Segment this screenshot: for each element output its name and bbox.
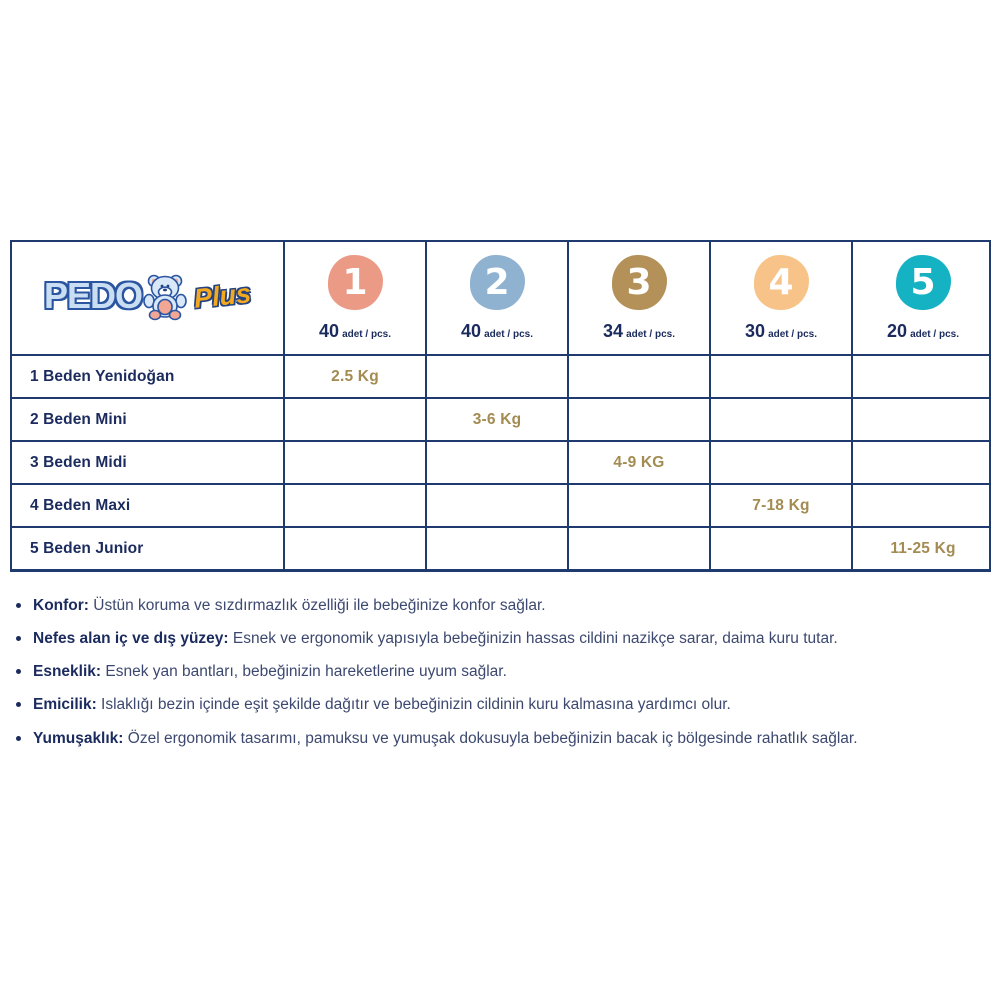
size-number: 2 <box>484 261 510 303</box>
empty-cell <box>709 442 851 483</box>
brand-plus: Plus <box>192 277 253 314</box>
brand-name: PEDO <box>43 275 142 316</box>
row-label-cell <box>12 399 283 440</box>
table-row <box>12 440 989 483</box>
table-row <box>12 354 989 397</box>
piece-count: 20 adet / pcs. <box>887 321 959 341</box>
row-label-cell <box>12 442 283 483</box>
size-column-header-2 <box>425 242 567 354</box>
brand-logo-cell <box>12 242 283 354</box>
bullet-icon <box>16 603 21 608</box>
weight-value: 7-18 Kg <box>752 496 810 514</box>
feature-item <box>12 729 990 749</box>
feature-item <box>12 629 990 649</box>
empty-cell <box>851 442 993 483</box>
feature-label: Konfor: <box>33 597 89 614</box>
weight-value: 11-25 Kg <box>890 539 956 557</box>
weight-cell <box>425 399 567 440</box>
row-label-cell <box>12 528 283 569</box>
row-label-cell <box>12 485 283 526</box>
table-row <box>12 526 989 569</box>
feature-text-block <box>33 695 731 715</box>
feature-description: Özel ergonomik tasarımı, pamuksu ve yumuşak dokusuyla bebeğinizin bacak iç bölgesinde rahatlık sağlar. <box>123 729 858 747</box>
size-column-header-5 <box>851 242 993 354</box>
empty-cell <box>283 528 425 569</box>
feature-item <box>12 596 990 616</box>
table-row <box>12 483 989 526</box>
size-column-header-4 <box>709 242 851 354</box>
piece-count: 40 adet / pcs. <box>461 321 533 341</box>
bullet-icon <box>16 702 21 707</box>
feature-label: Emicilik: <box>33 696 97 714</box>
empty-cell <box>425 356 567 397</box>
size-column-header-3 <box>567 242 709 354</box>
feature-description: Esnek yan bantları, bebeğinizin hareketlerine uyum sağlar. <box>101 663 507 681</box>
empty-cell <box>567 356 709 397</box>
piece-count: 34 adet / pcs. <box>603 321 675 341</box>
brand-logo <box>44 271 251 321</box>
weight-cell <box>851 528 993 569</box>
row-label: 2 Beden Mini <box>30 410 127 428</box>
empty-cell <box>283 485 425 526</box>
row-label: 5 Beden Junior <box>30 539 144 557</box>
teddy-bear-icon <box>142 271 188 321</box>
empty-cell <box>425 528 567 569</box>
empty-cell <box>709 399 851 440</box>
feature-text-block <box>33 729 858 749</box>
bullet-icon <box>16 669 21 674</box>
feature-text-block <box>33 662 507 682</box>
empty-cell <box>425 485 567 526</box>
bullet-icon <box>16 736 21 741</box>
empty-cell <box>567 528 709 569</box>
weight-value: 3-6 Kg <box>472 410 522 428</box>
feature-label: Esneklik: <box>33 663 102 681</box>
row-label: 4 Beden Maxi <box>30 496 131 514</box>
piece-count: 40 adet / pcs. <box>319 321 391 341</box>
size-number: 1 <box>342 261 368 303</box>
feature-text-block <box>33 629 838 649</box>
piece-count: 30 adet / pcs. <box>745 321 817 341</box>
row-label: 3 Beden Midi <box>30 453 127 471</box>
table-body <box>12 354 989 569</box>
size-number: 3 <box>626 261 652 303</box>
bullet-icon <box>16 636 21 641</box>
empty-cell <box>851 356 993 397</box>
size-badge-5 <box>896 255 951 310</box>
feature-item <box>12 662 990 682</box>
empty-cell <box>567 399 709 440</box>
feature-description: Esnek ve ergonomik yapısıyla bebeğinizin hassas cildini nazikçe sarar, daima kuru tutar. <box>228 630 838 648</box>
feature-description: Islaklığı bezin içinde eşit şekilde dağıtır ve bebeğinizin cildinin kuru kalmasına yardımcı olur. <box>96 696 731 714</box>
size-badge-1 <box>328 255 383 310</box>
row-label: 1 Beden Yenidoğan <box>30 367 175 385</box>
size-column-header-1 <box>283 242 425 354</box>
weight-cell <box>283 356 425 397</box>
feature-label: Nefes alan iç ve dış yüzey: <box>33 630 229 648</box>
empty-cell <box>709 528 851 569</box>
size-badge-2 <box>470 255 525 310</box>
weight-cell <box>709 485 851 526</box>
empty-cell <box>709 356 851 397</box>
table-header-row <box>12 242 989 354</box>
size-badge-3 <box>612 255 667 310</box>
size-number: 4 <box>768 261 794 303</box>
size-table <box>10 240 991 572</box>
feature-item <box>12 695 990 715</box>
weight-value: 2.5 Kg <box>331 367 379 385</box>
feature-label: Yumuşaklık: <box>33 729 124 747</box>
empty-cell <box>283 442 425 483</box>
table-row <box>12 397 989 440</box>
feature-list <box>12 596 990 762</box>
empty-cell <box>567 485 709 526</box>
weight-value: 4-9 KG <box>613 453 665 471</box>
row-label-cell <box>12 356 283 397</box>
empty-cell <box>851 399 993 440</box>
weight-cell <box>567 442 709 483</box>
empty-cell <box>283 399 425 440</box>
size-number: 5 <box>910 261 936 303</box>
feature-text-block <box>33 596 546 616</box>
empty-cell <box>851 485 993 526</box>
feature-description: Üstün koruma ve sızdırmazlık özelliği ile bebeğinize konfor sağlar. <box>88 597 546 614</box>
size-badge-4 <box>754 255 809 310</box>
empty-cell <box>425 442 567 483</box>
